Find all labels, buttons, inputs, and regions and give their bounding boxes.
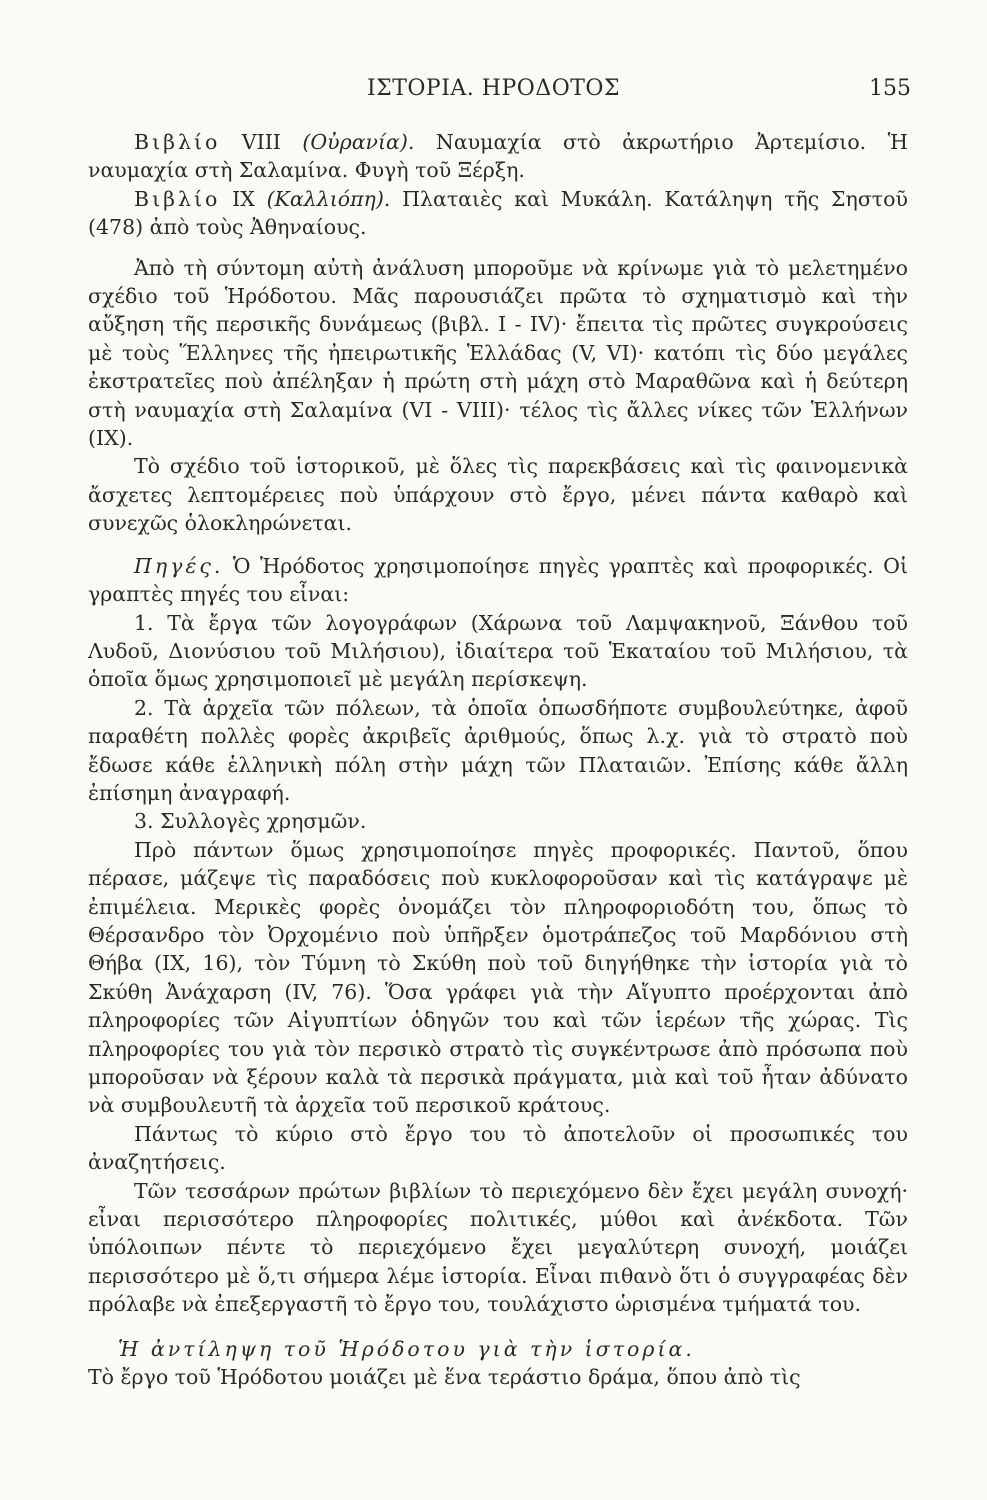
paragraph-plan: Τὸ σχέδιο τοῦ ἱστορικοῦ, μὲ ὅλες τὶς παρεκβάσεις καὶ τὶς φαινομενικὰ ἄσχετες λεπτομέρειες ποὺ ὑπάρχουν στὸ ἔργο, μένει πάντα καθαρὸ καὶ συνεχῶς ὁλοκληρώνεται. [88,454,908,536]
book-9-summary [88,185,908,242]
book-label: Βιβλίο [134,130,221,154]
sources-intro-text: Ὁ Ἡρόδοτος χρησιμοποίησε πηγὲς γραπτὲς καὶ προφορικές. Οἱ γραπτὲς πηγές του εἶναι: [88,553,908,607]
paragraph-analysis: Ἀπὸ τὴ σύντομη αὐτὴ ἀνάλυση μποροῦμε νὰ κρίνωμε γιὰ τὸ μελετημένο σχέδιο τοῦ Ἡρόδοτου. Μᾶς παρουσιάζει πρῶτα τὸ σχηματισμὸ καὶ τὴν αὔξηση τῆς περσικῆς δυνάμεως (βιβλ. I - IV)· ἔπειτα τὶς πρῶτες συγκρούσεις μὲ τοὺς Ἕλληνες τῆς ἠπειρωτικῆς Ἑλλάδας (V, VI)· κατόπι τὶς δύο μεγάλες ἐκστρατεῖες ποὺ ἀπέληξαν ἡ πρώτη στὴ μάχη στὸ Μαραθῶνα καὶ ἡ δεύτερη στὴ ναυμαχία στὴ Σαλαμίνα (VI - VIII)· τέλος τὶς ἄλλες νίκες τῶν Ἑλλήνων (IX). [88,255,908,451]
source-item-1: 1. Τὰ ἔργα τῶν λογογράφων (Χάρωνα τοῦ Λαμψακηνοῦ, Ξάνθου τοῦ Λυδοῦ, Διονύσιου τοῦ Μιλήσιου), ἰδιαίτερα τοῦ Ἑκαταίου τοῦ Μιλήσιου, τὰ ὁποῖα ὅμως χρησιμοποιεῖ μὲ μεγάλη περίσκεψη. [88,610,908,692]
book-number: VIII [241,130,281,154]
book-muse: (Καλλιόπη). [266,186,391,211]
paragraph-oral-sources: Πρὸ πάντων ὅμως χρησιμοποίησε πηγὲς προφορικές. Παντοῦ, ὅπου πέρασε, μάζεψε τὶς παραδόσεις ποὺ κυκλοφοροῦσαν καὶ τὶς κατάγραψε μὲ ἐπιμέλεια. Μερικὲς φορὲς ὀνομάζει τὸν πληροφοριοδότη του, ὅπως τὸ Θέρσανδρο τὸν Ὀρχομένιο ποὺ ὑπῆρξεν ὁμοτράπεζος τοῦ Μαρδόνιου στὴ Θήβα (IX, 16), τὸν Τύμνη τὸ Σκύθη ποὺ τοῦ διηγήθηκε τὴν ἱστορία γιὰ τὸ Σκύθη Ἀνάχαρση (IV, 76). Ὅσα γράφει γιὰ τὴν Αἴγυπτο προέρχονται ἀπὸ πληροφορίες τῶν Αἰγυπτίων ὁδηγῶν του καὶ τῶν ἱερέων τῆς χώρας. Τὶς πληροφορίες του γιὰ τὸν περσικὸ στρατὸ τὶς συγκέντρωσε ἀπὸ πρόσωπα ποὺ μποροῦσαν νὰ ξέρουν καλὰ τὰ περσικὰ πράγματα, μιὰ καὶ τοῦ ἦταν ἀδύνατο νὰ συμβουλευτῆ τὰ ἀρχεῖα τοῦ περσικοῦ κράτους. [88,837,908,1118]
book-number: IX [232,186,255,211]
source-item-3: 3. Συλλογὲς χρησμῶν. [134,809,367,834]
source-item-2: 2. Τὰ ἀρχεῖα τῶν πόλεων, τὰ ὁποῖα ὁπωσδήποτε συμβουλεύτηκε, ἀφοῦ παραθέτη πολλὲς φορὲς ἀκριβεῖς ἀριθμούς, ὅπως λ.χ. γιὰ τὸ στρατὸ ποὺ ἔδωσε κάθε ἑλληνικὴ πόλη στὴν μάχη τῶν Πλαταιῶν. Ἐπίσης κάθε ἄλλη ἐπίσημη ἀναγραφή. [88,695,908,805]
section-heading-conception: Ἡ ἀντίληψη τοῦ Ἡρόδοτου γιὰ τὴν ἱστορία. [118,1336,695,1361]
running-head: ΙΣΤΟΡΙΑ. ΗΡΟΔΟΤΟΣ [366,76,621,101]
book-content: Πλαταιὲς καὶ Μυκάλη. Κατάληψη τῆς Σηστοῦ (478) ἀπὸ τοὺς Ἀθηναίους. [88,186,908,240]
book-label: Βιβλίο [134,186,221,211]
book-8-summary [88,128,908,185]
page-header [0,68,987,108]
paragraph-books-coherence: Τῶν τεσσάρων πρώτων βιβλίων τὸ περιεχόμενο δὲν ἔχει μεγάλη συνοχή· εἶναι περισσότερο πληροφορίες πολιτικές, μύθοι καὶ ἀνέκδοτα. Τῶν ὑπόλοιπων πέντε τὸ περιεχόμενο ἔχει μεγαλύτερη συνοχή, μοιάζει περισσότερο μὲ ὅ,τι σήμερα λέμε ἱστορία. Εἶναι πιθανὸ ὅτι ὁ συγγραφέας δὲν πρόλαβε νὰ ἐπεξεργαστῆ τὸ ἔργο του, τουλάχιστο ὡρισμένα τμήματά του. [88,1178,908,1317]
book-muse: (Οὐρανία). [302,130,415,154]
sources-intro [88,552,908,609]
paragraph-conception: Τὸ ἔργο τοῦ Ἡρόδοτου μοιάζει μὲ ἕνα τεράστιο δράμα, ὅπου ἀπὸ τὶς [88,1365,801,1390]
sources-heading: Πηγές. [134,553,224,578]
page-number: 155 [869,76,911,101]
page-body [88,128,908,1391]
book-content: Ναυμαχία στὸ ἀκρωτήριο Ἀρτεμίσιο. Ἡ ναυμαχία στὴ Σαλαμίνα. Φυγὴ τοῦ Ξέρξη. [88,130,908,183]
paragraph-personal-research: Πάντως τὸ κύριο στὸ ἔργο του τὸ ἀποτελοῦν οἱ προσωπικές του ἀναζητήσεις. [88,1121,908,1175]
